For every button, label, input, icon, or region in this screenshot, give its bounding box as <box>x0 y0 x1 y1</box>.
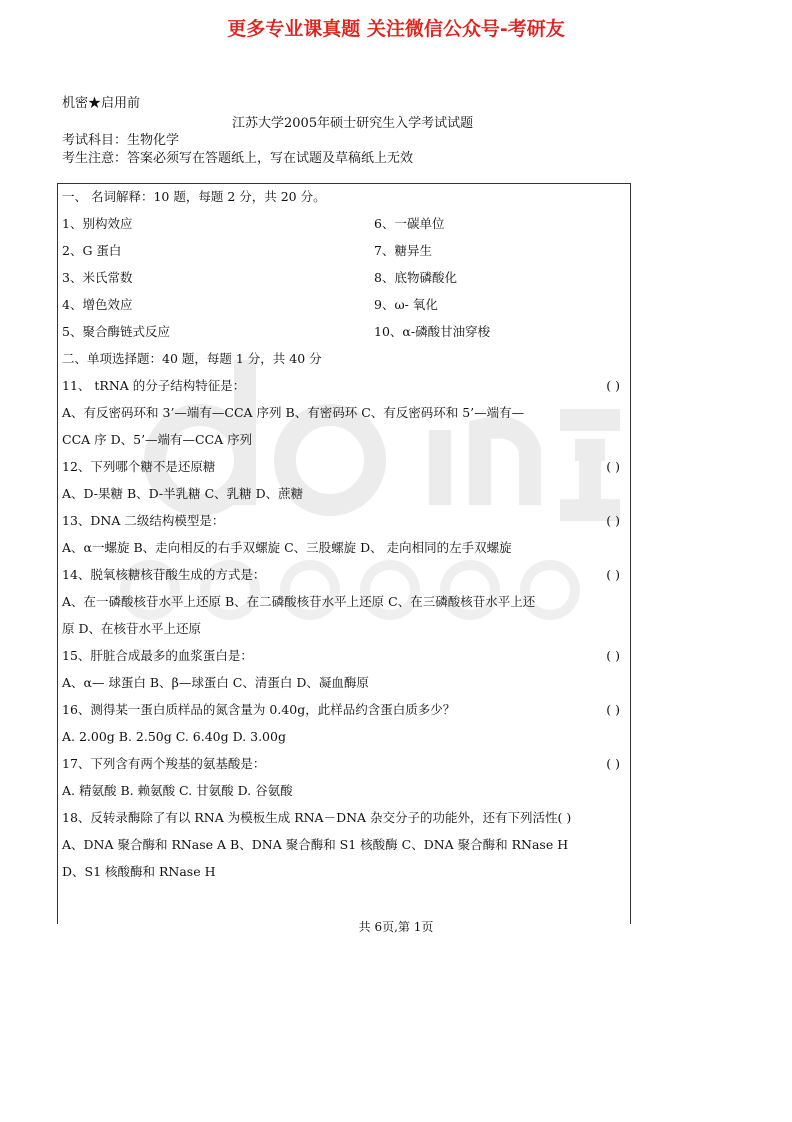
question-line <box>62 588 628 615</box>
answer-blank: ( ) <box>606 378 620 393</box>
line-text: 4、增色效应 <box>62 297 133 312</box>
question-line <box>62 183 628 210</box>
promo-banner: 更多专业课真题 关注微信公众号-考研友 <box>227 18 565 40</box>
line-text: D、S1 核酸酶和 RNase H <box>62 864 216 879</box>
exam-subject: 考试科目：生物化学 <box>62 133 180 148</box>
exam-title: 江苏大学2005年硕士研究生入学考试试题 <box>232 116 474 131</box>
line-text: 12、下列哪个糖不是还原糖 <box>62 459 216 474</box>
question-lines <box>62 183 628 885</box>
question-line <box>62 642 628 669</box>
page-footer: 共 6页,第 1页 <box>358 920 434 934</box>
line-text: 5、聚合酶链式反应 <box>62 324 170 339</box>
question-line <box>62 318 628 345</box>
question-line <box>62 561 628 588</box>
line-text: A、在一磷酸核苷水平上还原 B、在二磷酸核苷水平上还原 C、在三磷酸核苷水平上还 <box>62 594 536 609</box>
question-line <box>62 345 628 372</box>
line-text: 3、米氏常数 <box>62 270 133 285</box>
line-text: CCA 序 D、5’—端有—CCA 序列 <box>62 432 253 447</box>
question-line <box>62 507 628 534</box>
answer-blank: ( ) <box>606 756 620 771</box>
question-line <box>62 615 628 642</box>
line-text: 13、DNA 二级结构模型是： <box>62 513 225 528</box>
question-line <box>62 750 628 777</box>
line-text: 14、脱氧核糖核苷酸生成的方式是： <box>62 567 266 582</box>
question-line <box>62 264 628 291</box>
question-line <box>62 831 628 858</box>
answer-blank: ( ) <box>606 567 620 582</box>
question-line <box>62 534 628 561</box>
line-text: 1、别构效应 <box>62 216 133 231</box>
question-line <box>62 723 628 750</box>
line-text: A. 2.00g B. 2.50g C. 6.40g D. 3.00g <box>62 729 286 744</box>
line-text: 二、单项选择题：40 题，每题 1 分，共 40 分 <box>62 351 322 366</box>
question-line <box>62 480 628 507</box>
line-text: A、α— 球蛋白 B、β—球蛋白 C、清蛋白 D、凝血酶原 <box>62 675 369 690</box>
line-text: A. 精氨酸 B. 赖氨酸 C. 甘氨酸 D. 谷氨酸 <box>62 783 293 798</box>
question-line <box>62 372 628 399</box>
line-text: 11、 tRNA 的分子结构特征是： <box>62 378 246 393</box>
question-line <box>62 669 628 696</box>
question-line <box>62 696 628 723</box>
question-line <box>62 237 628 264</box>
confidential-label: 机密★启用前 <box>62 96 141 111</box>
question-line <box>62 858 628 885</box>
answer-blank: ( ) <box>606 702 620 717</box>
line-text: 一、 名词解释：10 题，每题 2 分，共 20 分。 <box>62 189 326 204</box>
question-line <box>62 804 628 831</box>
line-text-right: 7、糖异生 <box>374 243 432 258</box>
line-text-right: 8、底物磷酸化 <box>374 270 457 285</box>
question-line <box>62 777 628 804</box>
answer-blank: ( ) <box>606 459 620 474</box>
line-text: 2、G 蛋白 <box>62 243 122 258</box>
question-line <box>62 399 628 426</box>
line-text: A、D-果糖 B、D-半乳糖 C、乳糖 D、蔗糖 <box>62 486 304 501</box>
answer-blank: ( ) <box>606 648 620 663</box>
line-text: A、有反密码环和 3’—端有—CCA 序列 B、有密码环 C、有反密码环和 5’—端有— <box>62 405 525 420</box>
line-text: 18、反转录酶除了有以 RNA 为模板生成 RNA－DNA 杂交分子的功能外，还有下列活性( ) <box>62 810 572 825</box>
line-text: A、α一螺旋 B、走向相反的右手双螺旋 C、三股螺旋 D、 走向相同的左手双螺旋 <box>62 540 512 555</box>
question-line <box>62 210 628 237</box>
question-line <box>62 453 628 480</box>
line-text: 15、肝脏合成最多的血浆蛋白是： <box>62 648 253 663</box>
line-text: 原 D、在核苷水平上还原 <box>62 621 201 636</box>
exam-notice: 考生注意：答案必须写在答题纸上，写在试题及草稿纸上无效 <box>62 151 414 166</box>
line-text: 17、下列含有两个羧基的氨基酸是： <box>62 756 266 771</box>
answer-blank: ( ) <box>606 513 620 528</box>
line-text: A、DNA 聚合酶和 RNase A B、DNA 聚合酶和 S1 核酸酶 C、DNA 聚合酶和 RNase H <box>62 837 569 852</box>
line-text-right: 9、ω- 氧化 <box>374 297 438 312</box>
line-text-right: 10、α-磷酸甘油穿梭 <box>374 324 491 339</box>
line-text-right: 6、一碳单位 <box>374 216 445 231</box>
question-line <box>62 426 628 453</box>
question-line <box>62 291 628 318</box>
line-text: 16、测得某一蛋白质样品的氮含量为 0.40g，此样品约含蛋白质多少？ <box>62 702 456 717</box>
